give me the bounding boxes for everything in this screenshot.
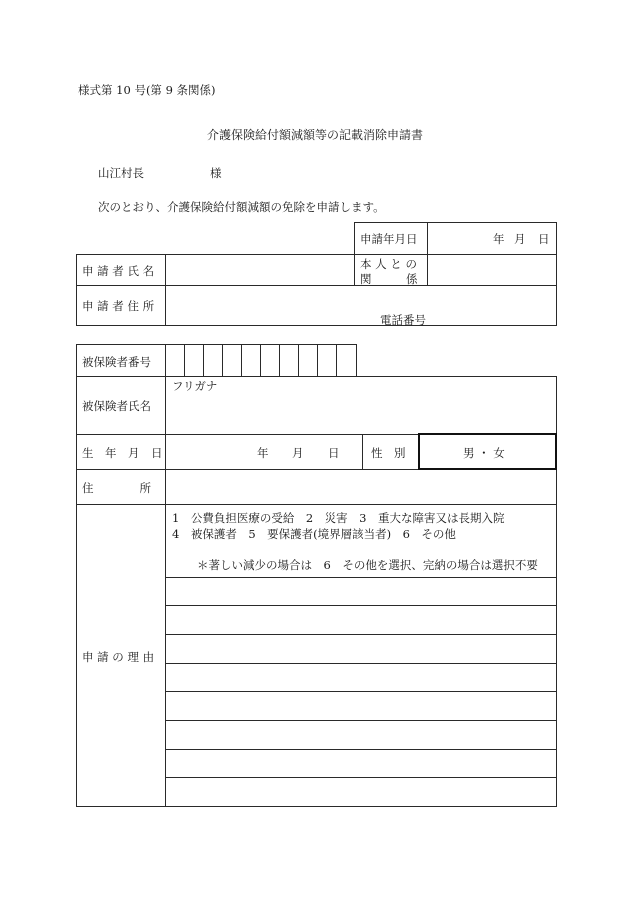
phone-label: 電話番号 xyxy=(380,313,426,327)
form-number: 様式第 10 号(第 9 条関係) xyxy=(78,83,216,97)
sex-options: 男 ・ 女 xyxy=(463,446,505,460)
reason-note: ＊著しい減少の場合は 6 その他を選択、完納の場合は選択不要 xyxy=(197,558,538,572)
insured-number-label: 被保険者番号 xyxy=(82,355,151,369)
application-date-day: 日 xyxy=(538,232,550,246)
birth-day: 日 xyxy=(328,446,340,460)
addressee-honorific: 様 xyxy=(210,166,222,180)
sex-label: 性 別 xyxy=(371,446,406,460)
relation-label-line1: 本 人 と の xyxy=(360,257,417,271)
intro-text: 次のとおり、介護保険給付額減額の免除を申請します。 xyxy=(98,200,385,214)
insured-name-label: 被保険者氏名 xyxy=(82,399,151,413)
applicant-address-label: 申 請 者 住 所 xyxy=(82,299,155,313)
furigana-label: フリガナ xyxy=(172,379,218,393)
application-date-label: 申請年月日 xyxy=(360,232,418,246)
reason-label: 申 請 の 理 由 xyxy=(82,650,155,664)
reason-options-line1: 1 公費負担医療の受給 2 災害 3 重大な障害又は長期入院 xyxy=(172,511,505,525)
addressee-name: 山江村長 xyxy=(98,166,144,180)
document-title: 介護保険給付額減額等の記載消除申請書 xyxy=(207,128,424,142)
birth-year: 年 xyxy=(257,446,269,460)
reason-options-line2: 4 被保護者 5 要保護者(境界層該当者) 6 その他 xyxy=(172,527,456,541)
birth-month: 月 xyxy=(292,446,304,460)
application-date-month: 月 xyxy=(514,232,526,246)
relation-label-line2: 関 係 xyxy=(360,272,418,286)
insured-address-label: 住 所 xyxy=(82,481,151,495)
application-date-year: 年 xyxy=(493,232,505,246)
applicant-name-label: 申 請 者 氏 名 xyxy=(82,264,155,278)
birth-date-label: 生 年 月 日 xyxy=(82,446,163,460)
